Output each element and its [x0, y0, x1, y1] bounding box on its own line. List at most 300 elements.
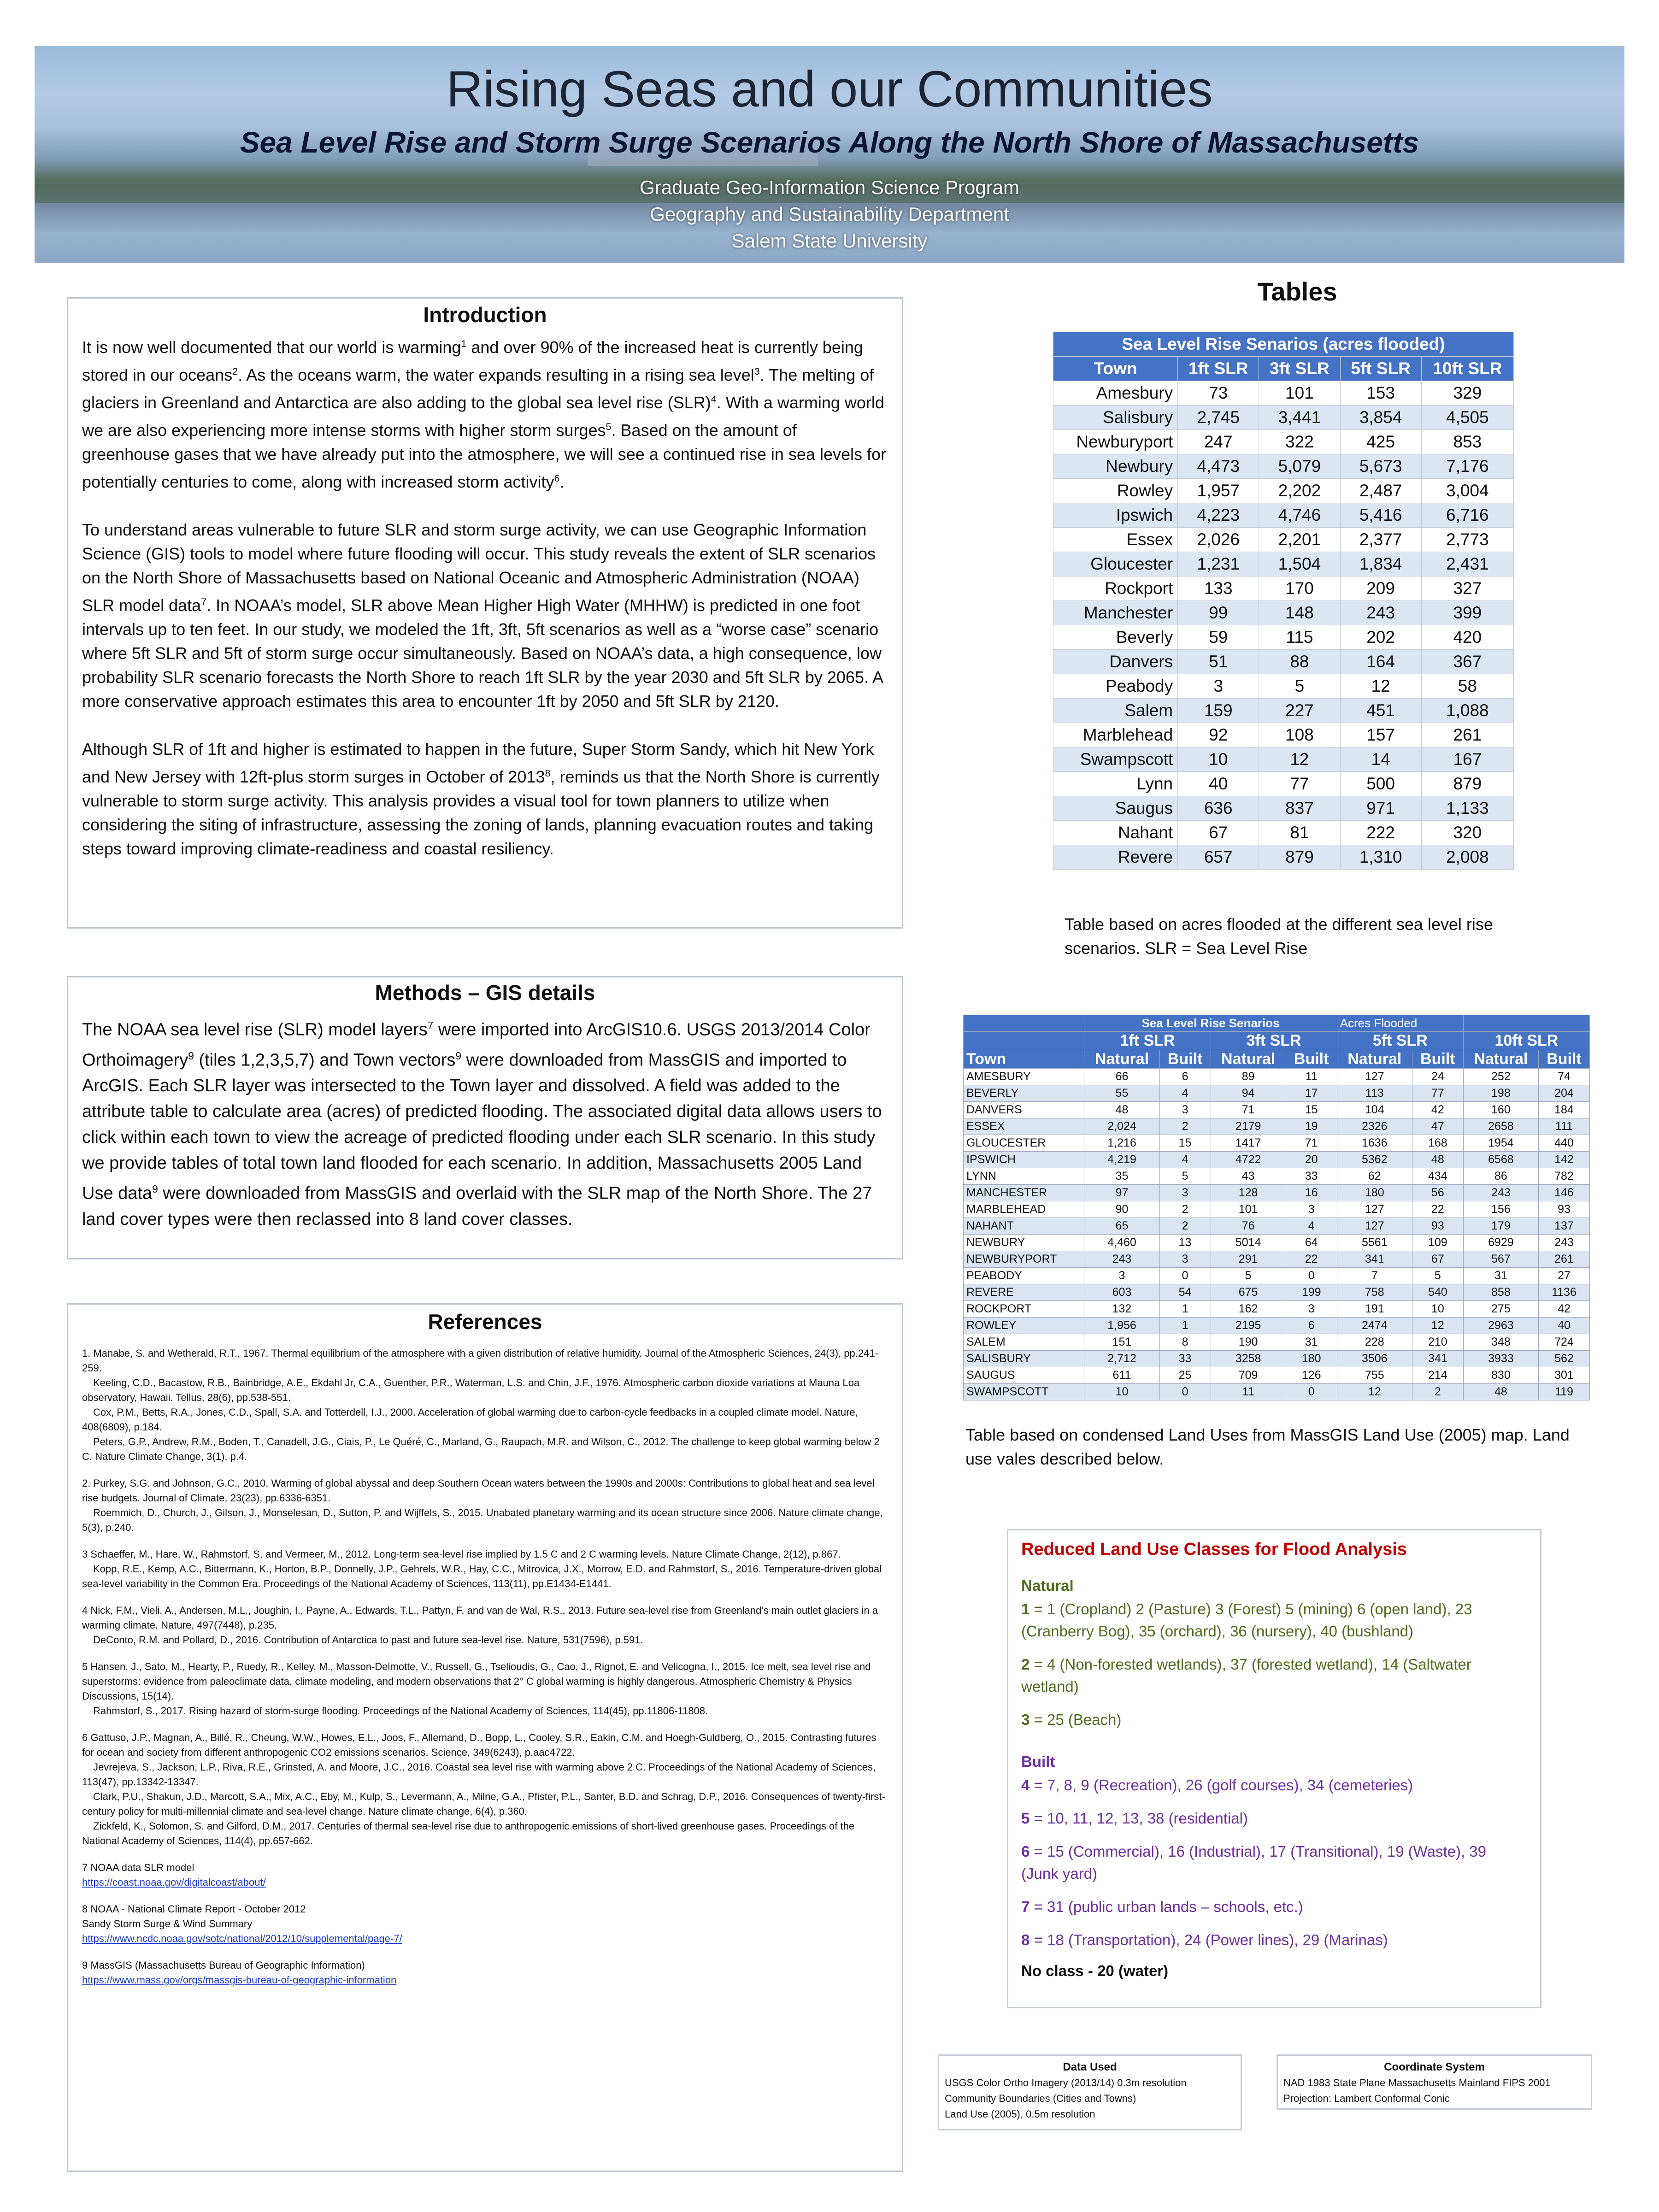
value-cell: 48 [1463, 1384, 1538, 1400]
value-cell: 12 [1340, 674, 1421, 699]
value-cell: 5362 [1337, 1152, 1412, 1168]
land-class-6: 6 = 15 (Commercial), 16 (Industrial), 17 (Transitional), 19 (Waste), 39 (Junk yard) [1021, 1843, 1487, 1882]
value-cell: 4 [1159, 1152, 1211, 1168]
value-cell: 55 [1084, 1085, 1159, 1102]
table2-caption: Table based on condensed Land Uses from MassGIS Land Use (2005) map. Land use vales described below. [965, 1425, 1570, 1468]
value-cell: 7 [1337, 1268, 1412, 1284]
value-cell: 0 [1159, 1268, 1211, 1284]
value-cell: 148 [1259, 601, 1340, 625]
value-cell: 500 [1340, 772, 1421, 796]
value-cell: 6,716 [1421, 503, 1513, 528]
value-cell: 132 [1084, 1301, 1159, 1318]
value-cell: 40 [1178, 772, 1259, 796]
value-cell: 709 [1211, 1367, 1286, 1384]
value-cell: 3,004 [1421, 479, 1513, 503]
value-cell: 160 [1463, 1102, 1538, 1118]
value-cell: 48 [1412, 1152, 1463, 1168]
value-cell: 156 [1463, 1201, 1538, 1218]
introduction-heading: Introduction [423, 303, 547, 327]
table1-header: 5ft SLR [1340, 357, 1421, 381]
value-cell: 86 [1463, 1168, 1538, 1185]
value-cell: 126 [1286, 1367, 1337, 1384]
table-row [964, 1085, 1590, 1102]
value-cell: 4722 [1211, 1152, 1286, 1168]
table2-subheader: Built [1159, 1050, 1211, 1069]
ncdc-link[interactable]: https://www.ncdc.noaa.gov/sotc/national/2012/10/supplemental/page-7/ [82, 1933, 402, 1944]
town-cell: Rockport [1053, 577, 1178, 601]
town-cell: IPSWICH [964, 1152, 1084, 1168]
land-use-title: Reduced Land Use Classes for Flood Analysis [1021, 1540, 1407, 1559]
table1-title: Sea Level Rise Senarios (acres flooded) [1053, 332, 1514, 357]
value-cell: 2326 [1337, 1118, 1412, 1135]
value-cell: 199 [1286, 1284, 1337, 1301]
value-cell: 6 [1159, 1069, 1211, 1085]
town-cell: Revere [1053, 845, 1178, 870]
value-cell: 6929 [1463, 1235, 1538, 1251]
references-section [67, 1303, 903, 2172]
town-cell: PEABODY [964, 1268, 1084, 1284]
town-cell: GLOUCESTER [964, 1135, 1084, 1152]
table-row [964, 1367, 1590, 1384]
value-cell: 562 [1538, 1351, 1589, 1367]
value-cell: 71 [1286, 1135, 1337, 1152]
value-cell: 567 [1463, 1251, 1538, 1268]
town-cell: Salem [1053, 699, 1178, 723]
value-cell: 2,487 [1340, 479, 1421, 503]
table-row [964, 1152, 1590, 1168]
value-cell: 657 [1178, 845, 1259, 870]
natural-label: Natural [1021, 1577, 1074, 1594]
table-row [964, 1102, 1590, 1118]
town-cell: Beverly [1053, 625, 1178, 650]
table-row [1053, 845, 1514, 870]
value-cell: 59 [1178, 625, 1259, 650]
value-cell: 243 [1463, 1185, 1538, 1201]
land-class-1: 1 = 1 (Cropland) 2 (Pasture) 3 (Forest) 5 (mining) 6 (open land), 23 (Cranberry Bog), 35 (orchard), 36 (nursery), 40 (bushland) [1021, 1600, 1472, 1640]
town-cell: Newburyport [1053, 430, 1178, 454]
town-cell: Danvers [1053, 650, 1178, 674]
value-cell: 127 [1337, 1201, 1412, 1218]
value-cell: 93 [1412, 1218, 1463, 1235]
value-cell: 2474 [1337, 1318, 1412, 1334]
value-cell: 184 [1538, 1102, 1589, 1118]
value-cell: 153 [1340, 381, 1421, 406]
table2-town-header: Town [964, 1050, 1084, 1069]
table-row [964, 1201, 1590, 1218]
value-cell: 4,460 [1084, 1235, 1159, 1251]
value-cell: 25 [1159, 1367, 1211, 1384]
methods-paragraph: The NOAA sea level rise (SLR) model layers$^7$ were imported into ArcGIS10.6. USGS 2013/2014 Color Orthoimagery$^9$ (tiles 1,2,3,5,7) and Town vectors$^9$ were downloaded from MassGIS and imported to ArcGIS. Each SLR layer was intersected to the Town layer and dissolved. A field was added to the attribute table to calculate area (acres) of predicted flooding. The associated digital data allows users to click within each town to view the acreage of predicted flooding under each SLR scenario. In this study we provide tables of total town land flooded for each scenario. In addition, Massachusetts 2005 Land Use data$^9$ were downloaded from MassGIS and overlaid with the SLR map of the North Shore. The 27 land cover types were then reclassed into 8 land cover classes. [82, 1019, 882, 1229]
value-cell: 2 [1412, 1384, 1463, 1400]
value-cell: 275 [1463, 1301, 1538, 1318]
value-cell: 111 [1538, 1118, 1589, 1135]
value-cell: 77 [1259, 772, 1340, 796]
land-class-8: 8 = 18 (Transportation), 24 (Power lines), 29 (Marinas) [1021, 1931, 1388, 1948]
value-cell: 101 [1211, 1201, 1286, 1218]
value-cell: 434 [1412, 1168, 1463, 1185]
table1-header: 3ft SLR [1259, 357, 1340, 381]
value-cell: 97 [1084, 1185, 1159, 1201]
reference-group-1: 1. Manabe, S. and Wetherald, R.T., 1967. Thermal equilibrium of the atmosphere with a given distribution of relative humidity. Journal of the Atmospheric Sciences, 24(3), pp.241-259. Keeling, C.D., Bacastow, R.B., Bainbridge, A.E., Ekdahl Jr, C.A., Guenther, P.R., Waterman, L.S. and Chin, J.F., 1976. Atmospheric carbon dioxide variations at Mauna Loa observatory, Hawaii. Tellus, 28(6), pp.538-551. Cox, P.M., Betts, R.A., Jones, C.D., Spall, S.A. and Totterdell, I.J., 2000. Acceleration of global warming due to carbon-cycle feedbacks in a coupled climate model. Nature, 408(6809), p.184. Peters, G.P., Andrew, R.M., Boden, T., Canadell, J.G., Ciais, P., Le Quéré, C., Marland, G., Raupach, M.R. and Wilson, C., 2012. The challenge to keep global warming below 2 C. Nature Climate Change, 3(1), p.4. [82, 1347, 880, 1462]
data-used-line: Community Boundaries (Cities and Towns) [945, 2093, 1136, 2104]
value-cell: 142 [1538, 1152, 1589, 1168]
value-cell: 162 [1211, 1301, 1286, 1318]
value-cell: 3 [1286, 1301, 1337, 1318]
value-cell: 157 [1340, 723, 1421, 747]
value-cell: 291 [1211, 1251, 1286, 1268]
value-cell: 399 [1421, 601, 1513, 625]
value-cell: 180 [1286, 1351, 1337, 1367]
table1-body [1053, 381, 1514, 870]
value-cell: 209 [1340, 577, 1421, 601]
value-cell: 4,473 [1178, 454, 1259, 479]
value-cell: 5,673 [1340, 454, 1421, 479]
value-cell: 190 [1211, 1334, 1286, 1351]
table1-header: 1ft SLR [1178, 357, 1259, 381]
value-cell: 204 [1538, 1085, 1589, 1102]
coordinate-system-line: NAD 1983 State Plane Massachusetts Mainland FIPS 2001 [1283, 2077, 1551, 2088]
value-cell: 17 [1286, 1085, 1337, 1102]
value-cell: 1136 [1538, 1284, 1589, 1301]
town-cell: Ipswich [1053, 503, 1178, 528]
value-cell: 611 [1084, 1367, 1159, 1384]
table-row [964, 1069, 1590, 1085]
value-cell: 198 [1463, 1085, 1538, 1102]
table-row [964, 1384, 1590, 1400]
table1-header: 10ft SLR [1421, 357, 1513, 381]
department-name: Geography and Sustainability Department [650, 203, 1009, 225]
value-cell: 94 [1211, 1085, 1286, 1102]
table-row [1053, 430, 1514, 454]
value-cell: 1 [1159, 1318, 1211, 1334]
value-cell: 724 [1538, 1334, 1589, 1351]
value-cell: 2 [1159, 1118, 1211, 1135]
town-cell: Amesbury [1053, 381, 1178, 406]
value-cell: 24 [1412, 1069, 1463, 1085]
introduction-section [67, 297, 903, 929]
table-row [964, 1168, 1590, 1185]
table2-subheader: Built [1286, 1050, 1337, 1069]
value-cell: 108 [1259, 723, 1340, 747]
value-cell: 71 [1211, 1102, 1286, 1118]
value-cell: 127 [1337, 1069, 1412, 1085]
reference-group-6: 6 Gattuso, J.P., Magnan, A., Billé, R., Cheung, W.W., Howes, E.L., Joos, F., Allemand, D., Bopp, L., Cooley, S.R., Eakin, C.M. and Hoegh-Guldberg, O., 2015. Contrasting futures for ocean and society from different anthropogenic CO2 emissions scenarios. Science, 349(6243), p.aac4722. Jevrejeva, S., Jackson, L.P., Riva, R.E., Grinsted, A. and Moore, J.C., 2016. Coastal sea level rise with warming above 2 C. Proceedings of the National Academy of Sciences, 113(47), pp.13342-13347. Clark, P.U., Shakun, J.D., Marcott, S.A., Mix, A.C., Eby, M., Kulp, S., Levermann, A., Milne, G.A., Pfister, P.L., Santer, B.D. and Schrag, D.P., 2016. Consequences of twenty-first-century policy for multi-millennial climate and sea-level change. Nature climate change, 6(4), p.360. Zickfeld, K., Solomon, S. and Gilford, D.M., 2017. Centuries of thermal sea-level rise due to anthropogenic emissions of short-lived greenhouse gases. Proceedings of the National Academy of Sciences, 114(4), pp.657-662. [82, 1732, 885, 1847]
town-cell: MARBLEHEAD [964, 1201, 1084, 1218]
slr-acres-table [1053, 332, 1514, 870]
value-cell: 3,441 [1259, 406, 1340, 430]
value-cell: 62 [1337, 1168, 1412, 1185]
value-cell: 3 [1159, 1251, 1211, 1268]
reference-group-3: 3 Schaeffer, M., Hare, W., Rahmstorf, S. and Vermeer, M., 2012. Long-term sea-level rise implied by 1.5 C and 2 C warming levels. Nature Climate Change, 2(12), p.867. Kopp, R.E., Kemp, A.C., Bittermann, K., Horton, B.P., Donnelly, J.P., Gehrels, W.R., Hay, C.C., Mitrovica, J.X., Morrow, E.D. and Rahmstorf, S., 2016. Temperature-driven global sea-level variability in the Common Era. Proceedings of the National Academy of Sciences, 113(11), pp.E1434-E1441. [82, 1548, 882, 1589]
value-cell: 51 [1178, 650, 1259, 674]
town-cell: AMESBURY [964, 1069, 1084, 1085]
coordinate-system-line: Projection: Lambert Conformal Conic [1283, 2093, 1450, 2104]
value-cell: 22 [1412, 1201, 1463, 1218]
table-row [964, 1301, 1590, 1318]
value-cell: 879 [1259, 845, 1340, 870]
table1-caption: Table based on acres flooded at the different sea level rise scenarios. SLR = Sea Level Rise [1065, 915, 1493, 958]
value-cell: 758 [1337, 1284, 1412, 1301]
value-cell: 879 [1421, 772, 1513, 796]
value-cell: 0 [1286, 1384, 1337, 1400]
value-cell: 88 [1259, 650, 1340, 674]
value-cell: 837 [1259, 796, 1340, 821]
massgis-link[interactable]: https://www.mass.gov/orgs/massgis-bureau-of-geographic-information [82, 1974, 397, 1986]
table-row [1053, 406, 1514, 430]
value-cell: 301 [1538, 1367, 1589, 1384]
value-cell: 214 [1412, 1367, 1463, 1384]
value-cell: 65 [1084, 1218, 1159, 1235]
town-cell: Nahant [1053, 821, 1178, 845]
table-row [1053, 821, 1514, 845]
value-cell: 2658 [1463, 1118, 1538, 1135]
data-used-line: USGS Color Ortho Imagery (2013/14) 0.3m resolution [945, 2077, 1187, 2088]
intro-paragraph-1: It is now well documented that our world is warming$^1$ and over 90% of the increased heat is currently being stored in our oceans$^2$. As the oceans warm, the water expands resulting in a rising sea level$^3$. The melting of glaciers in Greenland and Antarctica are also adding to the global sea level rise (SLR)$^4$. With a warming world we are also experiencing more intense storms with higher storm surges$^5$. Based on the amount of greenhouse gases that we have already put into the atmosphere, we will see a continued rise in sea levels for potentially centuries to come, along with increased storm activity$^6$. [82, 338, 887, 491]
value-cell: 3,854 [1340, 406, 1421, 430]
town-cell: SALISBURY [964, 1351, 1084, 1367]
value-cell: 2,745 [1178, 406, 1259, 430]
value-cell: 180 [1337, 1185, 1412, 1201]
value-cell: 42 [1538, 1301, 1589, 1318]
town-cell: ROWLEY [964, 1318, 1084, 1334]
town-cell: ROCKPORT [964, 1301, 1084, 1318]
town-cell: ESSEX [964, 1118, 1084, 1135]
town-cell: NEWBURY [964, 1235, 1084, 1251]
table-row [964, 1318, 1590, 1334]
land-class-4: 4 = 7, 8, 9 (Recreation), 26 (golf courses), 34 (cemeteries) [1021, 1777, 1413, 1794]
affiliation [35, 174, 1624, 254]
table-row [964, 1334, 1590, 1351]
town-cell: Peabody [1053, 674, 1178, 699]
table-row [1053, 772, 1514, 796]
table-row [1053, 650, 1514, 674]
value-cell: 67 [1412, 1251, 1463, 1268]
table-row [1053, 503, 1514, 528]
poster-subtitle: Sea Level Rise and Storm Surge Scenarios Along the North Shore of Massachusetts [240, 126, 1419, 159]
value-cell: 2,201 [1259, 528, 1340, 552]
table2-group: 10ft SLR [1463, 1032, 1589, 1050]
coordinate-system-title: Coordinate System [1384, 2061, 1485, 2073]
value-cell: 76 [1211, 1218, 1286, 1235]
table2-group: 5ft SLR [1337, 1032, 1463, 1050]
table2-body [964, 1069, 1590, 1400]
town-cell: REVERE [964, 1284, 1084, 1301]
value-cell: 66 [1084, 1069, 1159, 1085]
value-cell: 2,024 [1084, 1118, 1159, 1135]
intro-paragraph-2: To understand areas vulnerable to future SLR and storm surge activity, we can use Geographic Information Science (GIS) tools to model where future flooding will occur. This study reveals the extent of SLR scenarios on the North Shore of Massachusetts based on National Oceanic and Atmospheric Administration (NOAA) SLR model data$^7$. In NOAA’s model, SLR above Mean Higher High Water (MHHW) is predicted in one foot intervals up to ten feet. In our study, we modeled the 1ft, 3ft, 5ft scenarios as well as a “worse case” scenario where 5ft SLR and 5ft of storm surge occur simultaneously. Based on NOAA’s data, a high consequence, low probability SLR scenario forecasts the North Shore to reach 1ft SLR by the year 2030 and 5ft SLR by 2065. A more conservative approach estimates this area to encounter 1ft by 2050 and 5ft SLR by 2120. [82, 520, 883, 711]
program-name: Graduate Geo-Information Science Program [639, 176, 1020, 198]
value-cell: 12 [1412, 1318, 1463, 1334]
value-cell: 43 [1211, 1168, 1286, 1185]
table-row [1053, 699, 1514, 723]
value-cell: 261 [1538, 1251, 1589, 1268]
value-cell: 222 [1340, 821, 1421, 845]
value-cell: 7,176 [1421, 454, 1513, 479]
value-cell: 74 [1538, 1069, 1589, 1085]
table-row [1053, 674, 1514, 699]
table2-subheader: Natural [1463, 1050, 1538, 1069]
value-cell: 93 [1538, 1201, 1589, 1218]
value-cell: 2,431 [1421, 552, 1513, 577]
table-row [1053, 625, 1514, 650]
value-cell: 4,746 [1259, 503, 1340, 528]
table-row [1053, 601, 1514, 625]
land-class-3: 3 = 25 (Beach) [1021, 1711, 1122, 1728]
value-cell: 451 [1340, 699, 1421, 723]
table-row [1053, 381, 1514, 406]
value-cell: 13 [1159, 1235, 1211, 1251]
value-cell: 0 [1286, 1268, 1337, 1284]
value-cell: 35 [1084, 1168, 1159, 1185]
value-cell: 858 [1463, 1284, 1538, 1301]
value-cell: 48 [1084, 1102, 1159, 1118]
value-cell: 367 [1421, 650, 1513, 674]
value-cell: 159 [1178, 699, 1259, 723]
value-cell: 67 [1178, 821, 1259, 845]
table-row [964, 1284, 1590, 1301]
value-cell: 2963 [1463, 1318, 1538, 1334]
value-cell: 168 [1412, 1135, 1463, 1152]
value-cell: 4 [1159, 1085, 1211, 1102]
intro-paragraph-3: Although SLR of 1ft and higher is estimated to happen in the future, Super Storm Sandy, which hit New York and New Jersey with 12ft-plus storm surges in October of 2013$^8$, reminds us that the North Shore is currently vulnerable to storm surge activity. This analysis provides a visual tool for town planners to utilize when considering the siting of infrastructure, assessing the zoning of lands, planning evacuation routes and taking steps toward improving climate-readiness and coastal resiliency. [82, 740, 880, 858]
value-cell: 1,956 [1084, 1318, 1159, 1334]
land-use-classes-box [1007, 1529, 1541, 2008]
table2-subheader: Natural [1211, 1050, 1286, 1069]
value-cell: 10 [1084, 1384, 1159, 1400]
value-cell: 5 [1211, 1268, 1286, 1284]
value-cell: 243 [1084, 1251, 1159, 1268]
table-row [1053, 552, 1514, 577]
table-row [964, 1351, 1590, 1367]
value-cell: 603 [1084, 1284, 1159, 1301]
value-cell: 170 [1259, 577, 1340, 601]
value-cell: 31 [1286, 1334, 1337, 1351]
value-cell: 3 [1159, 1102, 1211, 1118]
value-cell: 5 [1159, 1168, 1211, 1185]
value-cell: 6568 [1463, 1152, 1538, 1168]
value-cell: 10 [1412, 1301, 1463, 1318]
value-cell: 133 [1178, 577, 1259, 601]
town-cell: Lynn [1053, 772, 1178, 796]
value-cell: 1,957 [1178, 479, 1259, 503]
table-row [964, 1135, 1590, 1152]
value-cell: 104 [1337, 1102, 1412, 1118]
value-cell: 11 [1211, 1384, 1286, 1400]
town-cell: SALEM [964, 1334, 1084, 1351]
town-cell: MANCHESTER [964, 1185, 1084, 1201]
value-cell: 5 [1259, 674, 1340, 699]
table-row [1053, 723, 1514, 747]
value-cell: 675 [1211, 1284, 1286, 1301]
town-cell: Swampscott [1053, 747, 1178, 772]
value-cell: 6 [1286, 1318, 1337, 1334]
value-cell: 179 [1463, 1218, 1538, 1235]
data-used-title: Data Used [1063, 2061, 1117, 2073]
value-cell: 3 [1159, 1185, 1211, 1201]
value-cell: 89 [1211, 1069, 1286, 1085]
value-cell: 348 [1463, 1334, 1538, 1351]
value-cell: 12 [1337, 1384, 1412, 1400]
value-cell: 113 [1337, 1085, 1412, 1102]
value-cell: 109 [1412, 1235, 1463, 1251]
value-cell: 853 [1421, 430, 1513, 454]
value-cell: 227 [1259, 699, 1340, 723]
value-cell: 119 [1538, 1384, 1589, 1400]
value-cell: 3258 [1211, 1351, 1286, 1367]
university-name: Salem State University [731, 230, 928, 252]
value-cell: 40 [1538, 1318, 1589, 1334]
value-cell: 47 [1412, 1118, 1463, 1135]
value-cell: 33 [1159, 1351, 1211, 1367]
value-cell: 202 [1340, 625, 1421, 650]
value-cell: 22 [1286, 1251, 1337, 1268]
value-cell: 228 [1337, 1334, 1412, 1351]
table-row [964, 1235, 1590, 1251]
town-cell: SWAMPSCOTT [964, 1384, 1084, 1400]
value-cell: 2 [1159, 1201, 1211, 1218]
value-cell: 1 [1159, 1301, 1211, 1318]
value-cell: 164 [1340, 650, 1421, 674]
value-cell: 20 [1286, 1152, 1337, 1168]
value-cell: 8 [1159, 1334, 1211, 1351]
value-cell: 4,505 [1421, 406, 1513, 430]
value-cell: 56 [1412, 1185, 1463, 1201]
table-row [964, 1268, 1590, 1284]
town-cell: Newbury [1053, 454, 1178, 479]
value-cell: 151 [1084, 1334, 1159, 1351]
value-cell: 99 [1178, 601, 1259, 625]
value-cell: 1636 [1337, 1135, 1412, 1152]
reference-group-5: 5 Hansen, J., Sato, M., Hearty, P., Ruedy, R., Kelley, M., Masson-Delmotte, V., Russell, G., Tselioudis, G., Cao, J., Rignot, E. and Velicogna, I., 2015. Ice melt, sea level rise and superstorms: evidence from paleoclimate data, climate modeling, and modern observations that 2° C global warming is highly dangerous. Atmospheric Chemistry & Physics Discussions, 15(14). Rahmstorf, S., 2017. Rising hazard of storm-surge flooding. Proceedings of the National Academy of Sciences, 114(45), pp.11806-11808. [82, 1661, 871, 1717]
reference-group-8: 8 NOAA - National Climate Report - October 2012 Sandy Storm Surge & Wind Summary https://www.ncdc.noaa.gov/sotc/national/2012/10/supplemental/page-7/ [82, 1903, 402, 1944]
header-banner [35, 46, 1624, 263]
town-cell: Saugus [1053, 796, 1178, 821]
table-row [1053, 747, 1514, 772]
table2-subheader: Built [1538, 1050, 1589, 1069]
reference-group-4: 4 Nick, F.M., Vieli, A., Andersen, M.L., Joughin, I., Payne, A., Edwards, T.L., Pattyn, F. and van de Wal, R.S., 2013. Future sea-level rise from Greenland’s main outlet glaciers in a warming climate. Nature, 497(7448), p.235. DeConto, R.M. and Pollard, D., 2016. Contribution of Antarctica to past and future sea-level rise. Nature, 531(7596), p.591. [82, 1605, 878, 1646]
value-cell: 2,008 [1421, 845, 1513, 870]
value-cell: 782 [1538, 1168, 1589, 1185]
noaa-link[interactable]: https://coast.noaa.gov/digitalcoast/about/ [82, 1877, 266, 1888]
value-cell: 440 [1538, 1135, 1589, 1152]
value-cell: 27 [1538, 1268, 1589, 1284]
value-cell: 11 [1286, 1069, 1337, 1085]
value-cell: 1954 [1463, 1135, 1538, 1152]
value-cell: 341 [1412, 1351, 1463, 1367]
value-cell: 243 [1340, 601, 1421, 625]
value-cell: 3933 [1463, 1351, 1538, 1367]
value-cell: 128 [1211, 1185, 1286, 1201]
value-cell: 830 [1463, 1367, 1538, 1384]
table2-subheader: Natural [1084, 1050, 1159, 1069]
value-cell: 243 [1538, 1235, 1589, 1251]
value-cell: 425 [1340, 430, 1421, 454]
town-cell: Manchester [1053, 601, 1178, 625]
value-cell: 341 [1337, 1251, 1412, 1268]
table1-header: Town [1053, 357, 1178, 381]
town-cell: DANVERS [964, 1102, 1084, 1118]
table-row [1053, 528, 1514, 552]
value-cell: 4,223 [1178, 503, 1259, 528]
value-cell: 1,231 [1178, 552, 1259, 577]
value-cell: 1,834 [1340, 552, 1421, 577]
value-cell: 77 [1412, 1085, 1463, 1102]
value-cell: 92 [1178, 723, 1259, 747]
value-cell: 329 [1421, 381, 1513, 406]
value-cell: 247 [1178, 430, 1259, 454]
land-class-7: 7 = 31 (public urban lands – schools, etc.) [1021, 1898, 1303, 1915]
town-cell: Rowley [1053, 479, 1178, 503]
